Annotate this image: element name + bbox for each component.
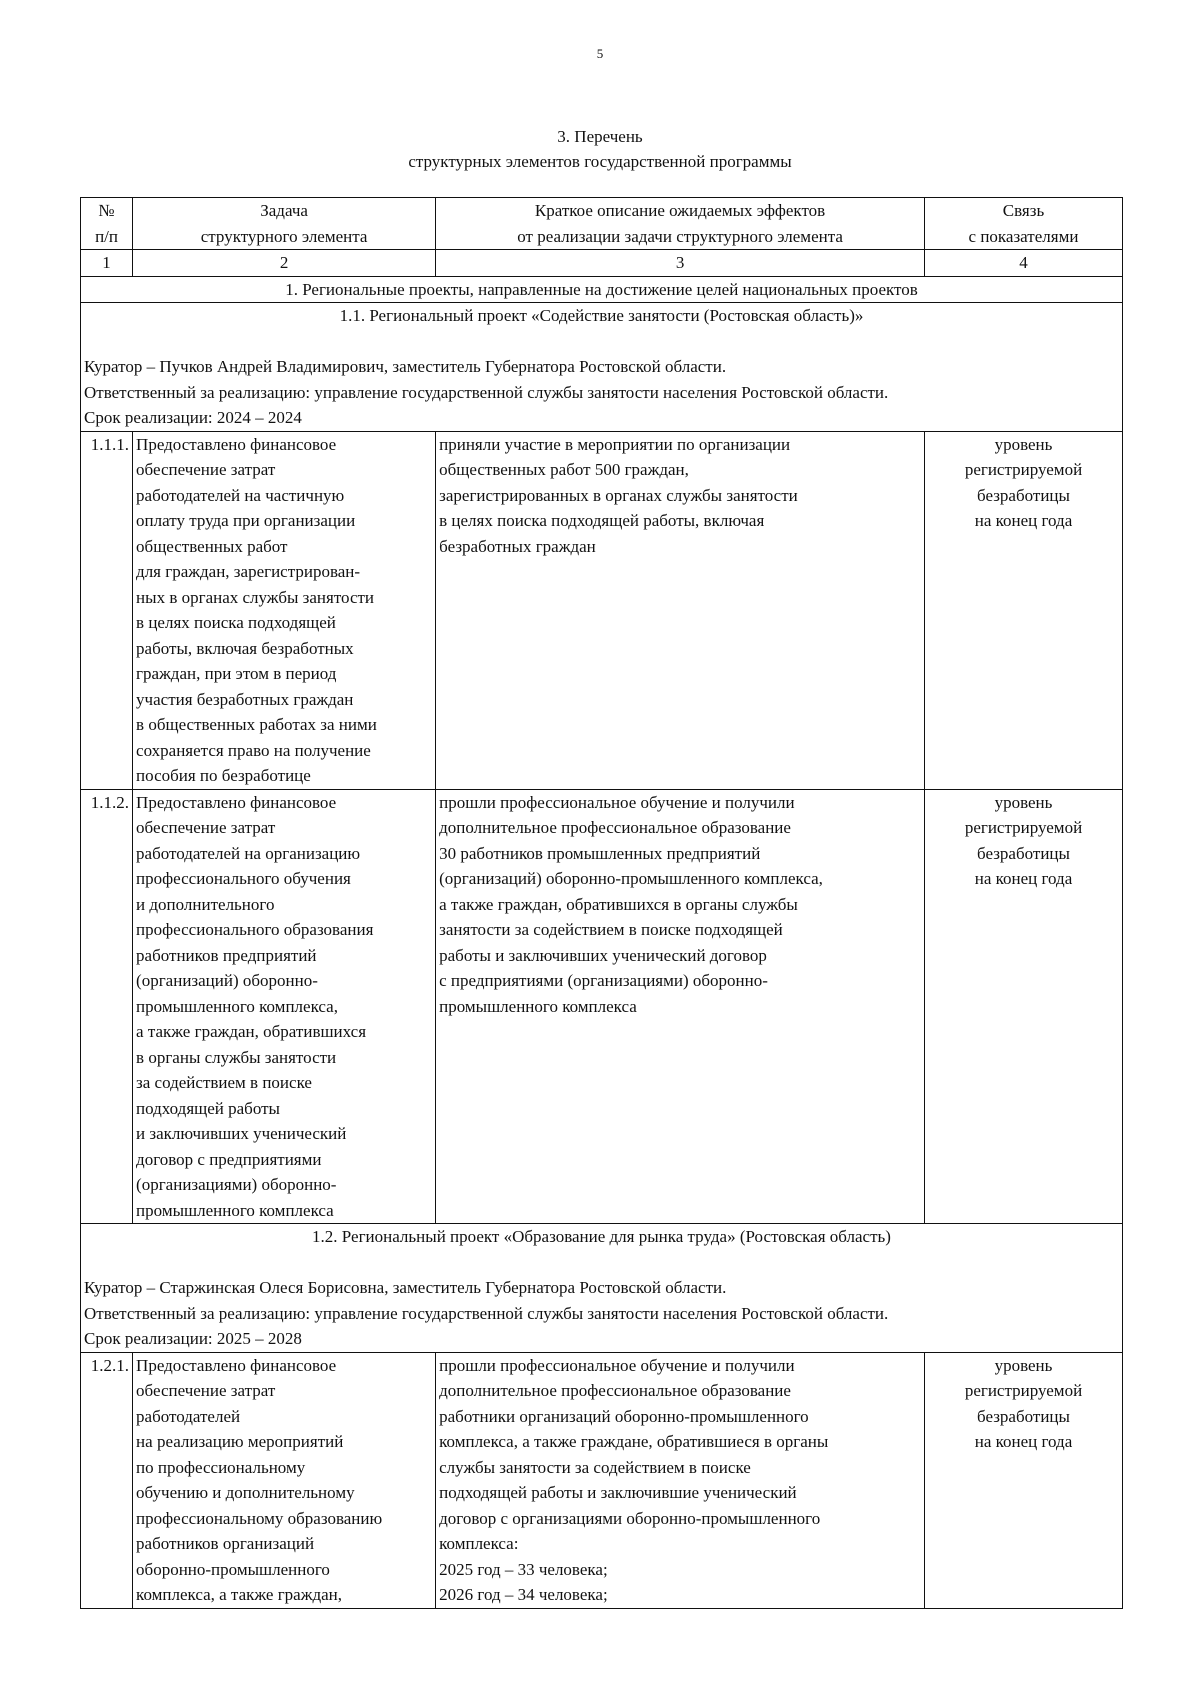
cell-line: за содействием в поиске	[136, 1073, 312, 1092]
page-number: 5	[596, 46, 604, 61]
cell-line: работодателей	[136, 1406, 241, 1426]
project-responsible: Ответственный за реализацию: управление государственной службы занятости населения Ростовской области.	[84, 382, 889, 402]
cell-line: в целях поиска подходящей работы, включая	[439, 511, 765, 530]
cell-line: промышленного комплекса,	[136, 996, 338, 1016]
project-responsible: Ответственный за реализацию: управление государственной службы занятости населения Ростовской области.	[84, 1303, 889, 1323]
cell-line: и дополнительного	[136, 894, 275, 914]
project-header-row	[81, 1224, 1123, 1353]
project-title: 1.1. Региональный проект «Содействие занятости (Ростовская область)»	[339, 306, 864, 325]
cell-line: в целях поиска подходящей	[136, 613, 336, 632]
cell-line: работодателей на частичную	[136, 485, 345, 505]
cell-line: работы, включая безработных	[136, 638, 354, 658]
title-line-1: 3. Перечень	[557, 127, 643, 146]
indicator-cell	[924, 1352, 1122, 1608]
cell-line: комплекса, а также граждане, обратившиеся в органы	[439, 1432, 829, 1451]
cell-line: пособия по безработице	[136, 766, 311, 785]
cell-line: зарегистрированных в органах службы занятости	[439, 485, 798, 505]
table-row	[81, 431, 1123, 789]
cell-line: обеспечение затрат	[136, 818, 276, 837]
row-number: 1.1.2.	[81, 789, 133, 1224]
cell-line: по профессиональному	[136, 1457, 306, 1477]
cell-line: безработицы	[977, 485, 1070, 505]
cell-line: дополнительное профессиональное образование	[439, 1381, 791, 1400]
column-numbers-row	[81, 250, 1123, 277]
cell-line: профессионального образования	[136, 920, 374, 939]
cell-line: в общественных работах за ними	[136, 715, 377, 734]
cell-line: договор с организациями оборонно-промышленного	[439, 1508, 821, 1528]
project-curator: Куратор – Старжинская Олеся Борисовна, заместитель Губернатора Ростовской области.	[84, 1278, 727, 1297]
row-number: 1.2.1.	[81, 1352, 133, 1608]
cell-line: для граждан, зарегистрирован-	[136, 562, 361, 581]
cell-line: службы занятости за содействием в поиске	[439, 1457, 751, 1477]
cell-line: промышленного комплекса	[136, 1200, 334, 1220]
effect-cell	[436, 1352, 925, 1608]
cell-line: Предоставлено финансовое	[136, 434, 337, 454]
cell-line: на конец года	[974, 869, 1073, 888]
cell-line: уровень	[994, 1355, 1053, 1375]
cell-line: промышленного комплекса	[439, 996, 637, 1016]
cell-line: безработицы	[977, 1406, 1070, 1426]
cell-line: договор с предприятиями	[136, 1149, 322, 1169]
cell-line: 30 работников промышленных предприятий	[439, 843, 761, 863]
column-number: 2	[133, 250, 436, 277]
cell-line: Предоставлено финансовое	[136, 792, 337, 812]
cell-line: регистрируемой	[964, 818, 1083, 837]
table-row	[81, 1352, 1123, 1608]
cell-line: безработицы	[977, 843, 1070, 863]
cell-line: обеспечение затрат	[136, 1381, 276, 1400]
cell-line: занятости за содействием в поиске подходящей	[439, 920, 783, 939]
project-info	[81, 303, 1123, 432]
cell-line: а также граждан, обратившихся	[136, 1022, 367, 1041]
cell-line: профессиональному образованию	[136, 1508, 383, 1528]
cell-line: 2026 год – 34 человека;	[439, 1585, 608, 1604]
indicator-cell	[924, 431, 1122, 789]
cell-line: оборонно-промышленного	[136, 1559, 330, 1579]
cell-line: работников предприятий	[136, 945, 317, 965]
cell-line: в органы службы занятости	[136, 1047, 337, 1067]
cell-line: регистрируемой	[964, 460, 1083, 479]
cell-line: дополнительное профессиональное образование	[439, 818, 791, 837]
cell-line: и заключивших ученический	[136, 1124, 347, 1143]
task-cell	[133, 789, 436, 1224]
cell-line: с предприятиями (организациями) оборонно-	[439, 971, 768, 990]
cell-line: общественных работ	[136, 536, 288, 556]
project-curator: Куратор – Пучков Андрей Владимирович, заместитель Губернатора Ростовской области.	[84, 357, 727, 376]
cell-line: прошли профессиональное обучение и получили	[439, 1355, 795, 1375]
cell-line: уровень	[994, 434, 1053, 454]
project-title: 1.2. Региональный проект «Образование для рынка труда» (Ростовская область)	[312, 1227, 891, 1246]
cell-line: на конец года	[974, 1432, 1073, 1451]
header-number: № п/п	[81, 198, 133, 250]
cell-line: приняли участие в мероприятии по организации	[439, 434, 791, 454]
cell-line: (организаций) оборонно-	[136, 971, 318, 990]
cell-line: комплекса, а также граждан,	[136, 1585, 342, 1604]
cell-line: 2025 год – 33 человека;	[439, 1559, 608, 1579]
cell-line: оплату труда при организации	[136, 511, 356, 530]
task-cell	[133, 431, 436, 789]
table-row	[81, 789, 1123, 1224]
cell-line: работники организаций оборонно-промышленного	[439, 1406, 809, 1426]
page-title	[0, 124, 1200, 174]
cell-line: сохраняется право на получение	[136, 740, 371, 760]
section-row	[81, 276, 1123, 303]
cell-line: Предоставлено финансовое	[136, 1355, 337, 1375]
cell-line: работы и заключивших ученический договор	[439, 945, 767, 965]
project-term: Срок реализации: 2024 – 2024	[84, 408, 302, 427]
cell-line: участия безработных граждан	[136, 689, 354, 709]
header-effects: Краткое описание ожидаемых эффектов от реализации задачи структурного элемента	[436, 198, 925, 250]
cell-line: комплекса:	[439, 1534, 519, 1553]
row-number: 1.1.1.	[81, 431, 133, 789]
section-title: 1. Региональные проекты, направленные на достижение целей национальных проектов	[81, 276, 1123, 303]
cell-line: подходящей работы	[136, 1098, 280, 1118]
cell-line: общественных работ 500 граждан,	[439, 460, 689, 479]
cell-line: (организаций) оборонно-промышленного комплекса,	[439, 869, 823, 888]
cell-line: на конец года	[974, 511, 1073, 530]
column-number: 3	[436, 250, 925, 277]
column-number: 1	[81, 250, 133, 277]
header-task: Задача структурного элемента	[133, 198, 436, 250]
cell-line: регистрируемой	[964, 1381, 1083, 1400]
structural-elements-table	[80, 197, 1123, 1609]
cell-line: профессионального обучения	[136, 869, 351, 888]
cell-line: работодателей на организацию	[136, 843, 361, 863]
cell-line: на реализацию мероприятий	[136, 1432, 344, 1451]
column-number: 4	[924, 250, 1122, 277]
cell-line: обеспечение затрат	[136, 460, 276, 479]
cell-line: ных в органах службы занятости	[136, 587, 375, 607]
table-header-row	[81, 198, 1123, 250]
project-info	[81, 1224, 1123, 1353]
header-indicators: Связь с показателями	[924, 198, 1122, 250]
cell-line: граждан, при этом в период	[136, 664, 337, 683]
indicator-cell	[924, 789, 1122, 1224]
cell-line: а также граждан, обратившихся в органы службы	[439, 894, 798, 914]
effect-cell	[436, 789, 925, 1224]
cell-line: (организациями) оборонно-	[136, 1175, 337, 1194]
project-term: Срок реализации: 2025 – 2028	[84, 1329, 302, 1348]
task-cell	[133, 1352, 436, 1608]
effect-cell	[436, 431, 925, 789]
cell-line: обучению и дополнительному	[136, 1483, 355, 1502]
cell-line: подходящей работы и заключившие ученический	[439, 1483, 797, 1502]
project-header-row	[81, 303, 1123, 432]
cell-line: работников организаций	[136, 1534, 315, 1553]
cell-line: уровень	[994, 792, 1053, 812]
cell-line: безработных граждан	[439, 536, 596, 556]
title-line-2: структурных элементов государственной программы	[408, 152, 792, 171]
cell-line: прошли профессиональное обучение и получили	[439, 792, 795, 812]
